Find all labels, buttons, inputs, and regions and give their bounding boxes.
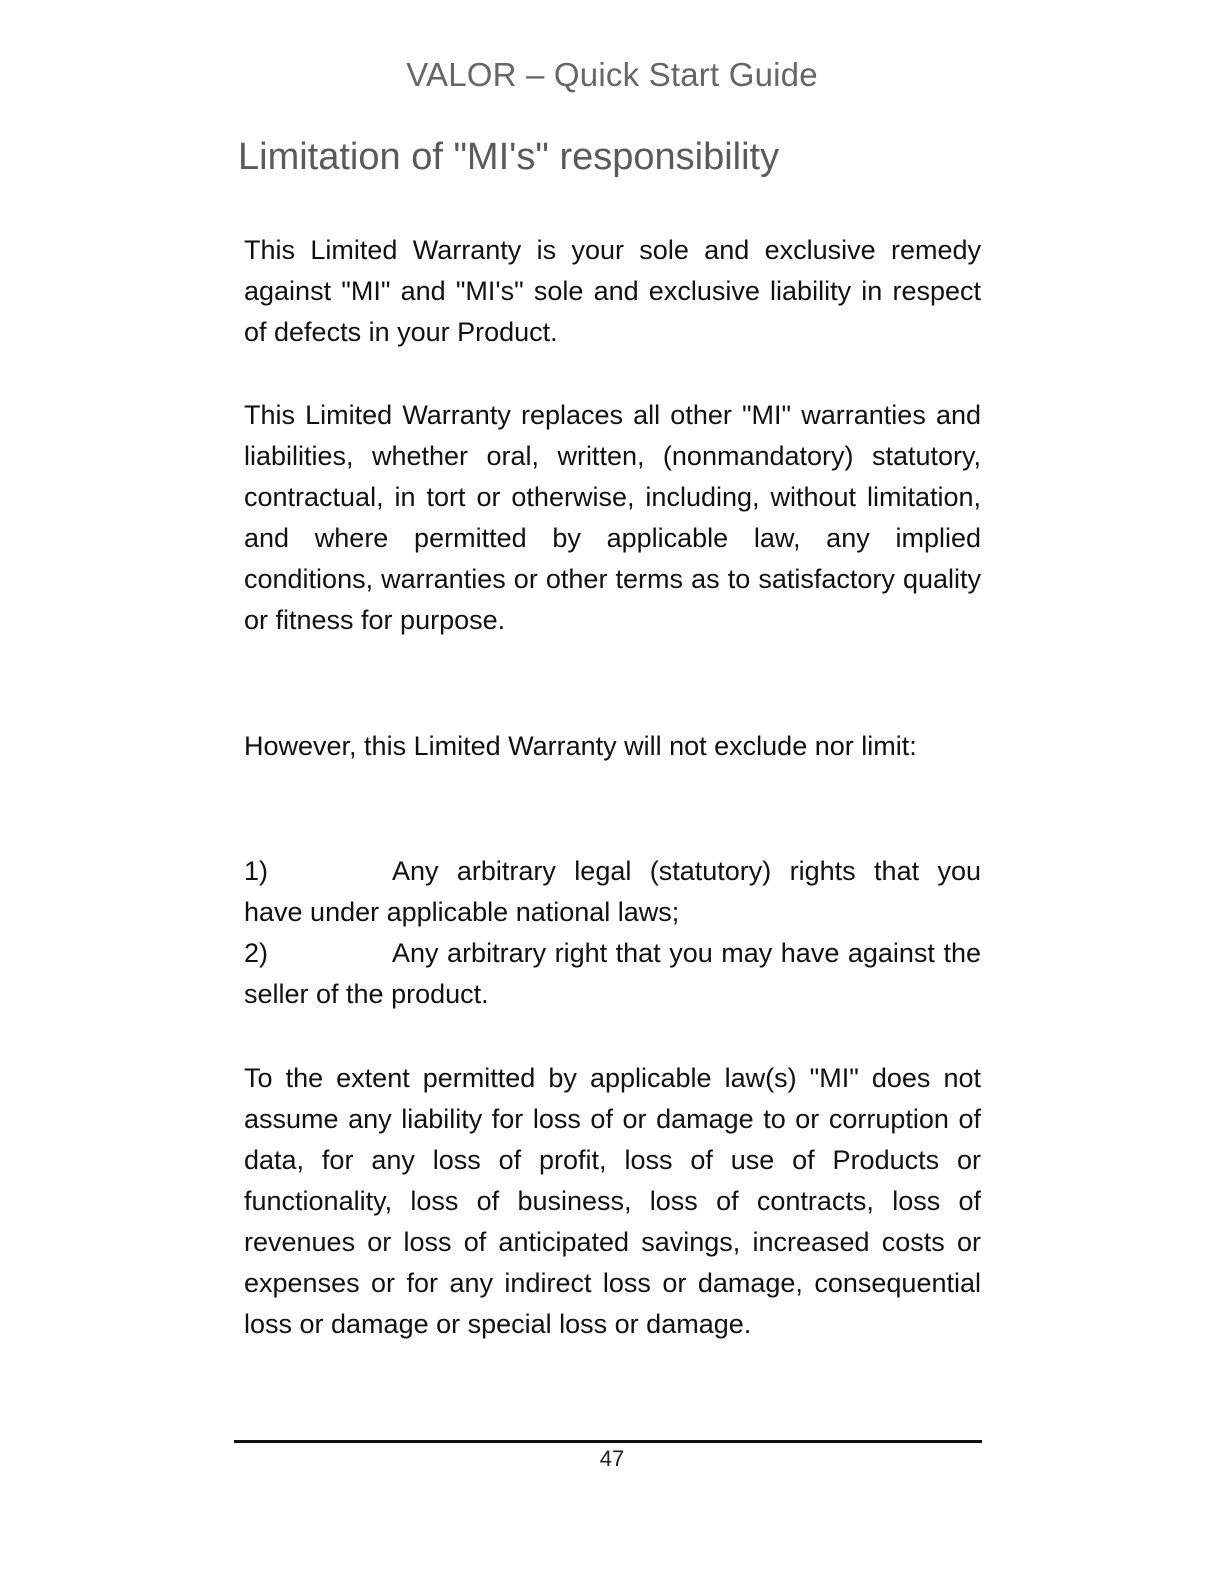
paragraph-not-exclude [244, 726, 981, 767]
paragraph-text: This Limited Warranty replaces all other "MI" warranties and liabilities, whether oral, written, (nonmandatory) statutory, contractual, in tort or otherwise, including, without limitation, and where permitted by applicable law, any implied conditions, warranties or other terms as to satisfactory quality or fitness for purpose. [244, 400, 981, 635]
section-title: Limitation of "MI's" responsibility [238, 136, 780, 178]
page-number: 47 [599, 1446, 625, 1471]
list-item-text: Any arbitrary legal (statutory) rights that you have under applicable national laws; [244, 856, 981, 927]
rights-list [244, 851, 981, 1015]
list-item-text: Any arbitrary right that you may have against the seller of the product. [244, 938, 981, 1009]
paragraph-sole-remedy [244, 230, 981, 353]
paragraph-text: However, this Limited Warranty will not exclude nor limit: [244, 731, 917, 761]
paragraph-liability-extent [244, 1058, 981, 1345]
paragraph-text: This Limited Warranty is your sole and exclusive remedy against "MI" and "MI's" sole and exclusive liability in respect of defects in your Product. [244, 235, 981, 347]
list-item [244, 851, 981, 933]
list-item-number: 2) [244, 938, 269, 968]
paragraph-text: To the extent permitted by applicable law(s) "MI" does not assume any liability for loss of or damage to or corruption of data, for any loss of profit, loss of use of Products or functionality, loss of business, loss of contracts, loss of revenues or loss of anticipated savings, increased costs or expenses or for any indirect loss or damage, consequential loss or damage or special loss or damage. [244, 1063, 981, 1339]
paragraph-replaces-warranties [244, 395, 981, 641]
footer-divider [234, 1440, 982, 1443]
running-header: VALOR – Quick Start Guide [406, 56, 818, 93]
list-item [244, 933, 981, 1015]
list-item-number: 1) [244, 856, 269, 886]
